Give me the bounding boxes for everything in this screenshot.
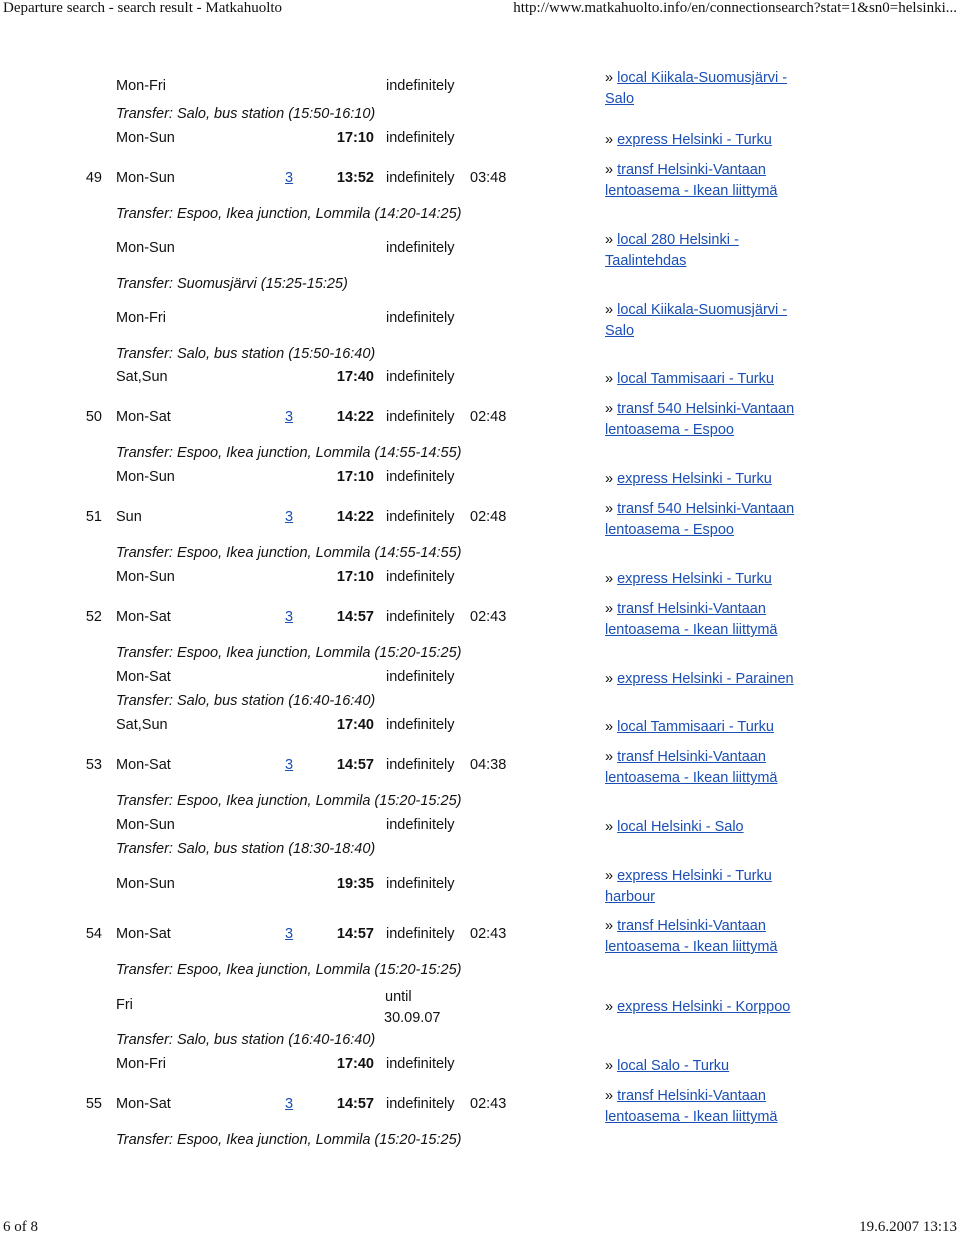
route-link[interactable]: transf Helsinki-Vantaan (617, 162, 766, 178)
validity-line: until (385, 989, 412, 1005)
service-days: Mon-Fri (116, 310, 166, 326)
page-title: Departure search - search result - Matkahuolto (3, 0, 283, 16)
validity: indefinitely (386, 926, 455, 942)
route: » local Helsinki - Salo (605, 819, 744, 835)
departure-time: 17:10 (336, 130, 374, 146)
duration: 02:43 (470, 1096, 507, 1112)
departure-time: 14:57 (336, 926, 374, 942)
transfer-info: Transfer: Espoo, Ikea junction, Lommila (15:20-15:25) (116, 793, 462, 809)
departure-time: 17:10 (336, 569, 374, 585)
transfer-info: Transfer: Suomusjärvi (15:25-15:25) (116, 276, 348, 292)
route-link[interactable]: transf Helsinki-Vantaan (617, 749, 766, 765)
route-link[interactable]: local Tammisaari - Turku (617, 371, 774, 387)
validity: indefinitely (386, 717, 455, 733)
transfer-info: Transfer: Espoo, Ikea junction, Lommila (14:20-14:25) (116, 206, 462, 222)
route-link[interactable]: express Helsinki - Turku (617, 868, 772, 884)
validity: indefinitely (386, 569, 455, 585)
transfer-info: Transfer: Salo, bus station (15:50-16:40) (116, 346, 376, 362)
departure-time: 14:57 (336, 1096, 374, 1112)
print-datetime: 19.6.2007 13:13 (859, 1219, 957, 1235)
route: » express Helsinki - Turku harbour (605, 868, 772, 905)
route-link[interactable]: express Helsinki - Parainen (617, 671, 794, 687)
changes-link[interactable]: 3 (285, 509, 294, 525)
route: » local Tammisaari - Turku (605, 371, 774, 387)
connection-number: 54 (85, 926, 102, 942)
validity: indefinitely (386, 409, 455, 425)
route: » local Tammisaari - Turku (605, 719, 774, 735)
changes-link[interactable]: 3 (285, 609, 294, 625)
route-link[interactable]: local 280 Helsinki - (617, 232, 739, 248)
service-days: Mon-Sun (116, 469, 175, 485)
route-link[interactable]: express Helsinki - Turku (617, 132, 772, 148)
validity-line: 30.09.07 (384, 1010, 441, 1026)
route-link[interactable]: transf 540 Helsinki-Vantaan (617, 501, 795, 517)
route-link[interactable]: lentoasema - Ikean liittymä (605, 622, 778, 638)
validity: indefinitely (386, 609, 455, 625)
route-link[interactable]: lentoasema - Ikean liittymä (605, 939, 778, 955)
print-footer (0, 1216, 960, 1238)
connection-number: 51 (85, 509, 102, 525)
service-days: Mon-Sun (116, 240, 175, 256)
validity: indefinitely (386, 876, 455, 892)
connection-number: 52 (85, 609, 102, 625)
validity: indefinitely (386, 240, 455, 256)
transfer-info: Transfer: Espoo, Ikea junction, Lommila (15:20-15:25) (116, 962, 462, 978)
transfer-info: Transfer: Salo, bus station (18:30-18:40) (116, 841, 376, 857)
service-days: Mon-Sun (116, 876, 175, 892)
service-days: Mon-Sat (116, 757, 171, 773)
validity: indefinitely (386, 170, 455, 186)
departure-time: 14:57 (336, 757, 374, 773)
service-days: Mon-Sat (116, 1096, 171, 1112)
route-link[interactable]: transf Helsinki-Vantaan (617, 601, 766, 617)
route: » transf 540 Helsinki-Vantaan lentoasema - Espoo (605, 401, 795, 438)
route-link[interactable]: lentoasema - Ikean liittymä (605, 183, 778, 199)
departure-time: 14:57 (336, 609, 374, 625)
departure-time: 13:52 (336, 170, 374, 186)
service-days: Mon-Sun (116, 170, 175, 186)
validity: indefinitely (386, 817, 455, 833)
validity: indefinitely (386, 1056, 455, 1072)
route: » transf Helsinki-Vantaan lentoasema - Ikean liittymä (605, 162, 778, 199)
service-days: Fri (116, 997, 133, 1013)
page-url: http://www.matkahuolto.info/en/connectionsearch?stat=1&sn0=helsinki... (513, 0, 957, 16)
connection-number: 50 (85, 409, 102, 425)
transfer-info: Transfer: Espoo, Ikea junction, Lommila (14:55-14:55) (116, 545, 462, 561)
duration: 03:48 (470, 170, 507, 186)
route-link[interactable]: lentoasema - Espoo (605, 422, 734, 438)
route-link[interactable]: lentoasema - Espoo (605, 522, 734, 538)
route-link[interactable]: express Helsinki - Turku (617, 471, 772, 487)
validity: indefinitely (386, 310, 455, 326)
service-days: Sat,Sun (116, 369, 168, 385)
service-days: Mon-Sun (116, 569, 175, 585)
duration: 02:43 (470, 926, 507, 942)
route-link[interactable]: express Helsinki - Korppoo (617, 999, 791, 1015)
route-link[interactable]: transf Helsinki-Vantaan (617, 1088, 766, 1104)
page-counter: 6 of 8 (3, 1219, 38, 1235)
route-link[interactable]: local Kiikala-Suomusjärvi - (617, 302, 788, 318)
route-link[interactable]: harbour (605, 889, 655, 905)
service-days: Mon-Sat (116, 409, 171, 425)
departure-time: 19:35 (336, 876, 374, 892)
route-link[interactable]: transf 540 Helsinki-Vantaan (617, 401, 795, 417)
validity (385, 987, 440, 1029)
route: » transf Helsinki-Vantaan lentoasema - Ikean liittymä (605, 601, 778, 638)
departure-time: 14:22 (336, 409, 374, 425)
transfer-info: Transfer: Espoo, Ikea junction, Lommila (15:20-15:25) (116, 645, 462, 661)
service-days: Mon-Sat (116, 609, 171, 625)
transfer-info: Transfer: Espoo, Ikea junction, Lommila (15:20-15:25) (116, 1132, 462, 1148)
route-link[interactable]: local Tammisaari - Turku (617, 719, 774, 735)
route-link[interactable]: Salo (605, 91, 635, 107)
service-days: Sat,Sun (116, 717, 168, 733)
validity: indefinitely (386, 469, 455, 485)
route-link[interactable]: local Salo - Turku (617, 1058, 730, 1074)
route: » transf Helsinki-Vantaan lentoasema - Ikean liittymä (605, 749, 778, 786)
duration: 02:43 (470, 609, 507, 625)
validity: indefinitely (386, 669, 455, 685)
route: » express Helsinki - Parainen (605, 671, 794, 687)
changes-link[interactable]: 3 (285, 926, 294, 942)
service-days: Mon-Sun (116, 817, 175, 833)
route-link[interactable]: lentoasema - Ikean liittymä (605, 1109, 778, 1125)
route: » local Kiikala-Suomusjärvi - Salo (605, 302, 788, 339)
validity: indefinitely (386, 1096, 455, 1112)
route: » transf Helsinki-Vantaan lentoasema - Ikean liittymä (605, 918, 778, 955)
validity: indefinitely (386, 78, 455, 94)
validity: indefinitely (386, 509, 455, 525)
transfer-info: Transfer: Salo, bus station (16:40-16:40) (116, 1032, 376, 1048)
transfer-info: Transfer: Espoo, Ikea junction, Lommila (14:55-14:55) (116, 445, 462, 461)
route-link[interactable]: local Kiikala-Suomusjärvi - (617, 70, 788, 86)
changes-link[interactable]: 3 (285, 1096, 294, 1112)
connection-number: 55 (85, 1096, 102, 1112)
route-link[interactable]: lentoasema - Ikean liittymä (605, 770, 778, 786)
changes-link[interactable]: 3 (285, 170, 294, 186)
departure-time: 17:40 (336, 717, 374, 733)
route: » express Helsinki - Korppoo (605, 999, 791, 1015)
route: » local Kiikala-Suomusjärvi - Salo (605, 70, 788, 107)
service-days: Mon-Sun (116, 130, 175, 146)
duration: 02:48 (470, 509, 507, 525)
service-days: Mon-Sat (116, 669, 171, 685)
service-days: Sun (116, 509, 142, 525)
service-days: Mon-Sat (116, 926, 171, 942)
duration: 04:38 (470, 757, 507, 773)
validity: indefinitely (386, 369, 455, 385)
route-link[interactable]: Salo (605, 323, 635, 339)
duration: 02:48 (470, 409, 507, 425)
departure-time: 17:40 (336, 1056, 374, 1072)
departure-time: 17:10 (336, 469, 374, 485)
route: » local 280 Helsinki - Taalintehdas (605, 232, 739, 269)
route: » local Salo - Turku (605, 1058, 730, 1074)
service-days: Mon-Fri (116, 78, 166, 94)
transfer-info: Transfer: Salo, bus station (15:50-16:10) (116, 106, 376, 122)
connection-number: 49 (85, 170, 102, 186)
route-link[interactable]: express Helsinki - Turku (617, 571, 772, 587)
route-link[interactable]: local Helsinki - Salo (617, 819, 744, 835)
validity: indefinitely (386, 130, 455, 146)
route-link[interactable]: transf Helsinki-Vantaan (617, 918, 766, 934)
departure-time: 17:40 (336, 369, 374, 385)
changes-link[interactable]: 3 (285, 409, 294, 425)
route-link[interactable]: Taalintehdas (605, 253, 687, 269)
service-days: Mon-Fri (116, 1056, 166, 1072)
changes-link[interactable]: 3 (285, 757, 294, 773)
route: » express Helsinki - Turku (605, 471, 772, 487)
route: » express Helsinki - Turku (605, 571, 772, 587)
route: » express Helsinki - Turku (605, 132, 772, 148)
route: » transf 540 Helsinki-Vantaan lentoasema - Espoo (605, 501, 795, 538)
validity: indefinitely (386, 757, 455, 773)
route: » transf Helsinki-Vantaan lentoasema - Ikean liittymä (605, 1088, 778, 1125)
departure-time: 14:22 (336, 509, 374, 525)
transfer-info: Transfer: Salo, bus station (16:40-16:40) (116, 693, 376, 709)
connection-number: 53 (85, 757, 102, 773)
